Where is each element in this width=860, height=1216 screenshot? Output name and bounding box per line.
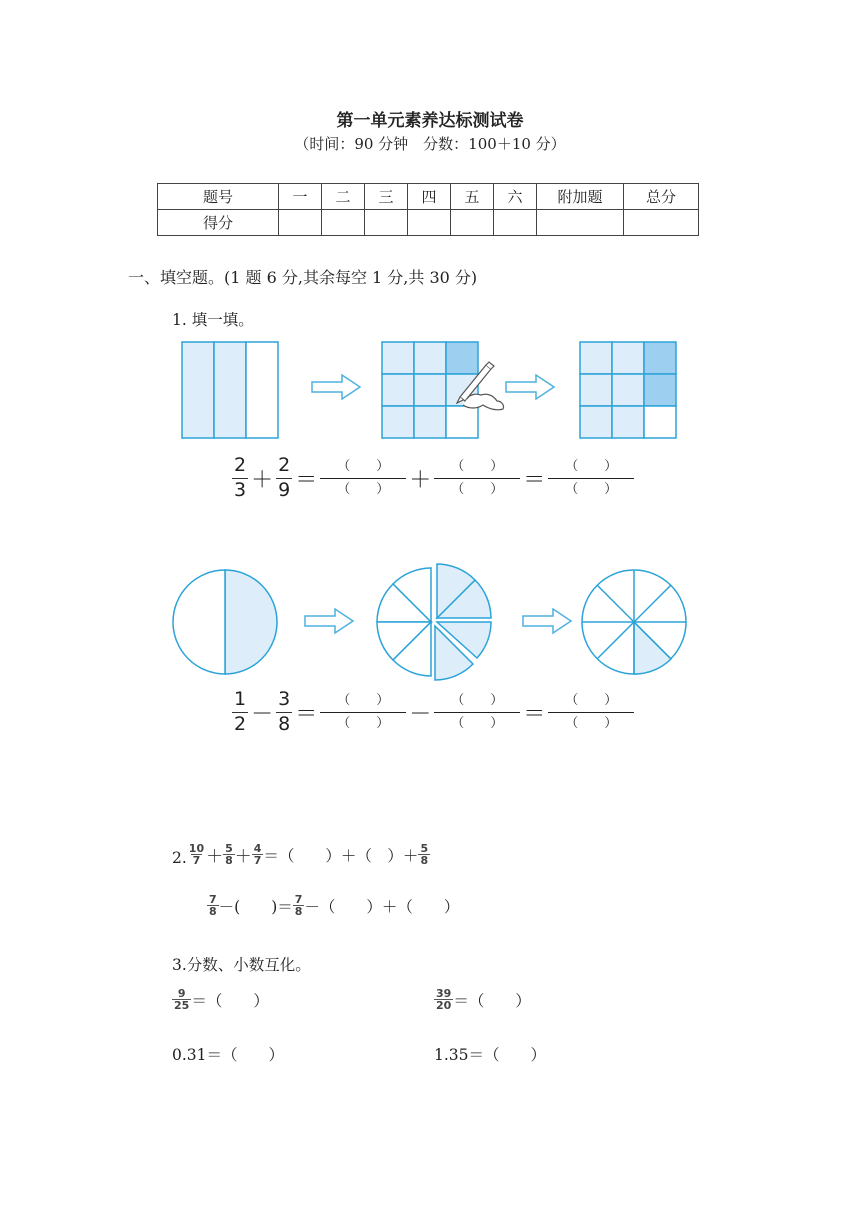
question-2-line-2 bbox=[207, 894, 459, 917]
answer-blank[interactable]: ＝（ ） bbox=[191, 991, 269, 1010]
right-arrow-icon bbox=[523, 609, 571, 633]
square-fraction-diagram bbox=[170, 335, 690, 445]
fraction: $\frac{4}{7}$ bbox=[253, 842, 262, 867]
answer-fraction-blank[interactable]: （ ） （ ） bbox=[548, 459, 634, 498]
score-input-cell[interactable] bbox=[624, 210, 699, 236]
fraction: $\frac{10}{7}$ bbox=[188, 842, 205, 867]
conversion-item bbox=[434, 988, 531, 1011]
equals-sign: ＝ bbox=[523, 701, 546, 727]
question-2-line-1: 2. $\frac{10}{7}$ ＋ $\frac{5}{8}$ ＋ $\frac{4}{7}$ ＝（ ）＋（ ）＋ $\frac{5}{8}$ bbox=[172, 842, 429, 867]
plus-sign: ＋ bbox=[251, 467, 274, 493]
page-title: 第一单元素养达标测试卷 bbox=[336, 111, 524, 131]
equation-1 bbox=[232, 456, 634, 500]
table-cell: 三 bbox=[365, 184, 408, 210]
score-table bbox=[157, 183, 699, 236]
answer-blanks[interactable]: －（ ）＋（ ） bbox=[304, 897, 460, 916]
answer-blanks[interactable]: ＝（ ）＋（ ）＋ bbox=[263, 846, 419, 865]
score-input-cell[interactable] bbox=[365, 210, 408, 236]
plus-sign: ＋ bbox=[409, 467, 432, 493]
right-arrow-icon bbox=[506, 375, 554, 399]
fraction: $\frac{2}{3}$ bbox=[234, 454, 247, 501]
table-cell: 五 bbox=[451, 184, 494, 210]
equals-sign: ＝ bbox=[295, 467, 318, 493]
score-input-cell[interactable] bbox=[279, 210, 322, 236]
conversion-item[interactable]: 1.35＝（ ） bbox=[434, 1046, 547, 1064]
score-input-cell[interactable] bbox=[537, 210, 624, 236]
table-cell: 题号 bbox=[158, 184, 279, 210]
ninths-square-result bbox=[580, 342, 676, 438]
thirds-square bbox=[182, 342, 278, 438]
halves-circle bbox=[173, 570, 277, 674]
equals-sign: ＝ bbox=[295, 701, 318, 727]
circle-fraction-diagram bbox=[165, 560, 705, 685]
fraction: $\frac{39}{20}$ bbox=[436, 987, 452, 1012]
table-cell: 一 bbox=[279, 184, 322, 210]
answer-fraction-blank[interactable]: （ ） （ ） bbox=[434, 693, 520, 732]
answer-fraction-blank[interactable]: （ ） （ ） bbox=[548, 693, 634, 732]
equation-2 bbox=[232, 690, 634, 734]
fraction: $\frac{5}{8}$ bbox=[420, 842, 429, 867]
answer-blank[interactable]: －( )＝ bbox=[218, 897, 293, 916]
minus-sign: － bbox=[409, 701, 432, 727]
right-arrow-icon bbox=[312, 375, 360, 399]
fraction: $\frac{5}{8}$ bbox=[225, 842, 233, 867]
eighths-circle-exploded bbox=[377, 564, 491, 680]
table-cell: 六 bbox=[494, 184, 537, 210]
fraction: $\frac{3}{8}$ bbox=[278, 688, 291, 735]
score-input-cell[interactable] bbox=[408, 210, 451, 236]
right-arrow-icon bbox=[305, 609, 353, 633]
ninths-square-drawing bbox=[382, 342, 478, 438]
equals-sign: ＝ bbox=[523, 467, 546, 493]
table-cell: 附加题 bbox=[537, 184, 624, 210]
answer-fraction-blank[interactable]: （ ） （ ） bbox=[320, 459, 406, 498]
score-input-cell[interactable] bbox=[494, 210, 537, 236]
minus-sign: － bbox=[251, 701, 274, 727]
answer-fraction-blank[interactable]: （ ） （ ） bbox=[434, 459, 520, 498]
answer-fraction-blank[interactable]: （ ） （ ） bbox=[320, 693, 406, 732]
score-table-score-row bbox=[158, 210, 699, 236]
fraction: $\frac{7}{8}$ bbox=[294, 893, 303, 918]
score-input-cell[interactable] bbox=[451, 210, 494, 236]
fraction: $\frac{9}{25}$ bbox=[174, 987, 190, 1012]
fraction: $\frac{7}{8}$ bbox=[209, 893, 217, 918]
table-cell: 四 bbox=[408, 184, 451, 210]
fraction: $\frac{1}{2}$ bbox=[234, 688, 247, 735]
answer-blank[interactable]: ＝（ ） bbox=[453, 991, 531, 1010]
question-1-label: 1. 填一填。 bbox=[172, 311, 254, 329]
score-input-cell[interactable] bbox=[322, 210, 365, 236]
score-table-header-row bbox=[158, 184, 699, 210]
question-3-label: 3.分数、小数互化。 bbox=[172, 956, 311, 974]
table-cell: 二 bbox=[322, 184, 365, 210]
page-subtitle: （时间：90 分钟 分数：100＋10 分） bbox=[294, 135, 566, 153]
fraction: $\frac{2}{9}$ bbox=[278, 454, 291, 501]
question-number: 2. bbox=[172, 849, 187, 867]
conversion-item[interactable]: 0.31＝（ ） bbox=[172, 1046, 285, 1064]
table-cell: 得分 bbox=[158, 210, 279, 236]
conversion-item bbox=[172, 988, 269, 1011]
table-cell: 总分 bbox=[624, 184, 699, 210]
eighths-circle-result bbox=[582, 570, 686, 674]
section-heading: 一、填空题。(1 题 6 分,其余每空 1 分,共 30 分) bbox=[128, 268, 478, 287]
